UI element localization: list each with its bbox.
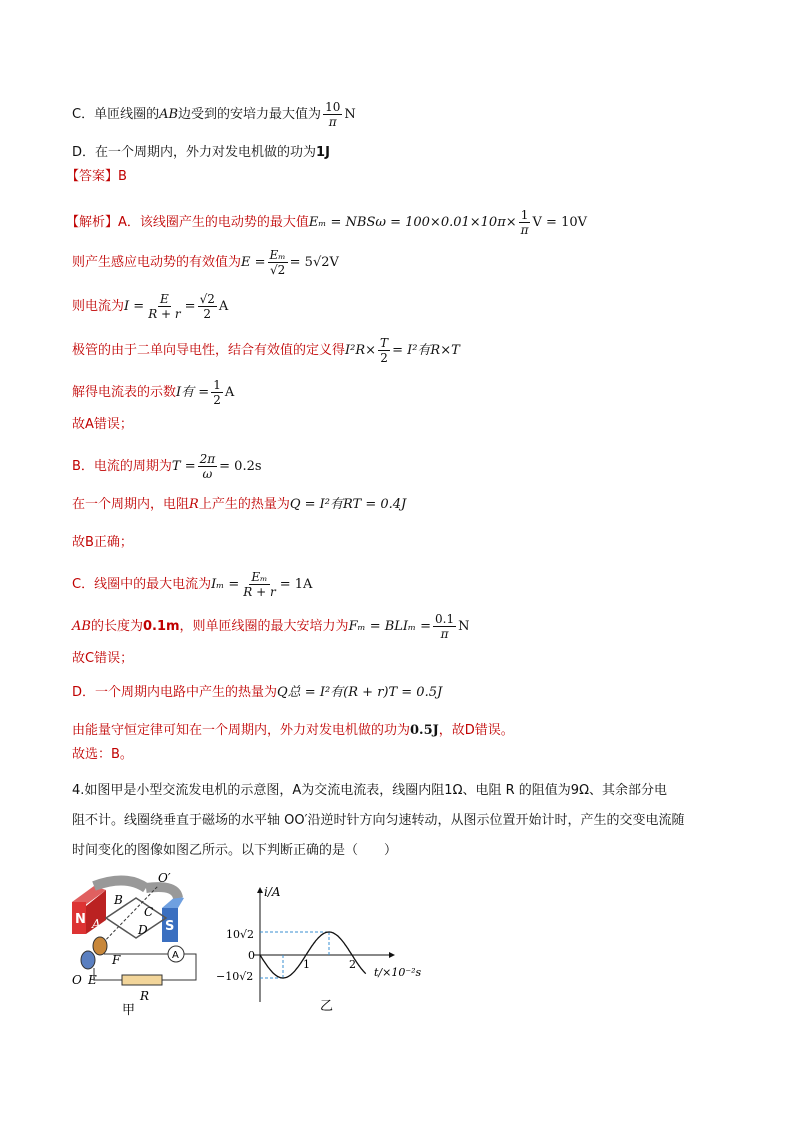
unit: A [224,385,235,400]
frac-den: R + r [243,585,276,599]
unit: N [344,107,356,122]
text: C．线圈中的最大电流为 [72,577,212,592]
value: 0.5J [410,723,439,738]
frac-den: √2 [269,263,286,277]
frac-num: 0.1 [435,612,455,626]
fraction [211,378,223,407]
generator-figure [66,868,216,1018]
text: D．一个周期内电路中产生的热量为 [72,685,278,700]
option-label: C． [72,107,95,122]
text: B．电流的周期为 [72,459,172,474]
option-c [72,100,356,129]
label-s: S [165,919,175,934]
unit: A [218,299,229,314]
answer-label: 【答案】 [66,169,119,184]
label-r: R [140,989,150,1003]
frac-num: Eₘ [269,248,286,262]
slip-ring [81,951,95,969]
x-tick-2: 2 [349,958,356,971]
current-graph [214,874,422,1014]
text: 的长度为 [90,619,143,634]
analysis-line-5 [72,378,234,407]
equation: I有 = [176,385,210,400]
analysis-line-3 [72,292,228,321]
question-4-line-3: 时间变化的图像如图乙所示。以下判断正确的是（ ） [72,843,398,858]
label-op: O′ [158,871,171,885]
text: 极管的由于二单向导电性，结合有效值的定义得 [72,343,346,358]
equation: Eₘ = NBSω = 100×0.01×10π× [308,215,517,230]
equation: = I²有R×T [392,343,460,358]
option-value: 1J [316,145,330,160]
equation: = 0.2s [219,459,262,474]
caption-yi: 乙 [320,999,334,1014]
fraction [198,452,218,481]
analysis-line-13 [72,684,442,702]
caption-jia: 甲 [122,1003,136,1018]
fraction [198,292,217,321]
fraction [268,248,288,277]
resistor [122,975,162,985]
x-axis-label: t/×10⁻²s [374,966,422,979]
option-d [72,144,330,162]
question-4-line-1: 4.如图甲是小型交流发电机的示意图，A为交流电流表，线圈内阻1Ω、电阻 R 的阻值为9Ω、其余部分电 [72,783,668,798]
analysis-line-6: 故A错误； [72,417,133,432]
frac-num: √2 [199,292,215,306]
option-text: 在一个周期内，外力对发电机做的功为 [95,145,317,160]
frac-den: 2 [213,393,221,407]
var-ab: AB [159,107,179,122]
equation: Q总 = I²有(R + r)T = 0.5J [277,685,443,700]
analysis-line-9: 故B正确； [72,535,133,550]
analysis-line-14 [72,722,514,740]
frac-num: 2π [199,452,216,466]
text: 由能量守恒定律可知在一个周期内，外力对发电机做的功为 [72,723,411,738]
label-o: O [72,973,82,987]
frac-num: T [380,336,389,350]
var-ab: AB [72,619,91,634]
fraction [433,612,456,641]
frac-den: π [520,223,529,237]
analysis-line-10 [72,570,312,599]
slip-ring [93,937,107,955]
equation: E = [241,255,266,270]
frac-den: π [328,115,337,129]
frac-den: ω [202,467,213,481]
circuit-wire [94,968,122,980]
label-f: F [112,953,121,967]
fraction [519,208,531,237]
text: 在一个周期内，电阻 [72,497,190,512]
text: 解得电流表的示数 [72,385,177,400]
text: 【解析】A．该线圈产生的电动势的最大值 [66,215,309,230]
fraction [378,336,390,365]
label-a: A [92,917,101,931]
fraction [241,570,277,599]
var-r: R [189,497,199,512]
fraction [146,292,182,321]
analysis-line-4 [72,336,460,365]
ammeter-label: A [172,950,179,961]
question-4-line-2: 阻不计。线圈绕垂直于磁场的水平轴 OO′沿逆时针方向匀速转动，从图示位置开始计时，产生的交变电流随 [72,813,685,828]
frac-num: 1 [213,378,221,392]
answer [66,168,127,186]
y-tick-neg: −10√2 [216,970,254,983]
analysis-line-12: 故C错误； [72,651,134,666]
y-axis-label: i/A [264,885,281,899]
equation: = 5√2V [289,255,339,270]
frac-den: π [440,627,449,641]
label-c: C [144,905,154,919]
frac-num: E [160,292,169,306]
unit: N [458,619,470,634]
frac-den: 2 [380,351,388,365]
equation: = 1A [279,577,313,592]
analysis-line-8 [72,496,406,514]
frac-num: 1 [520,208,529,222]
text: ，则单匝线圈的最大安培力为 [179,619,349,634]
frac-den: 2 [203,307,212,321]
frac-num: 10 [325,100,341,114]
equals: = [184,299,196,314]
value: 0.1m [142,619,180,634]
text: 则产生感应电动势的有效值为 [72,255,242,270]
text: ，故D错误。 [438,723,514,738]
text: 则电流为 [72,299,125,314]
fraction [323,100,342,129]
answer-value: B [118,169,127,184]
frac-num: Eₘ [251,570,268,584]
label-n: N [75,912,86,927]
option-text: 边受到的安培力最大值为 [178,107,322,122]
equation: Iₘ = [211,577,240,592]
option-text: 单匝线圈的 [94,107,160,122]
label-d: D [138,923,148,937]
label-e: E [88,973,97,987]
analysis-line-1 [66,208,587,237]
equation: V = 10V [532,215,588,230]
analysis-line-2 [72,248,339,277]
equation: T = [171,459,196,474]
equation: Q = I²有RT = 0.4J [289,497,407,512]
analysis-line-11 [72,612,470,641]
frac-den: R + r [148,307,181,321]
x-tick-1: 1 [303,958,310,971]
analysis-line-7 [72,452,262,481]
text: 上产生的热量为 [198,497,290,512]
option-label: D． [72,145,96,160]
equation: Fₘ = BLIₘ = [348,619,432,634]
label-b: B [114,893,123,907]
equation: I = [124,299,145,314]
analysis-line-15: 故选：B。 [72,747,133,762]
y-tick-zero: 0 [248,949,255,962]
y-tick-pos: 10√2 [226,928,255,941]
equation: I²R× [345,343,377,358]
